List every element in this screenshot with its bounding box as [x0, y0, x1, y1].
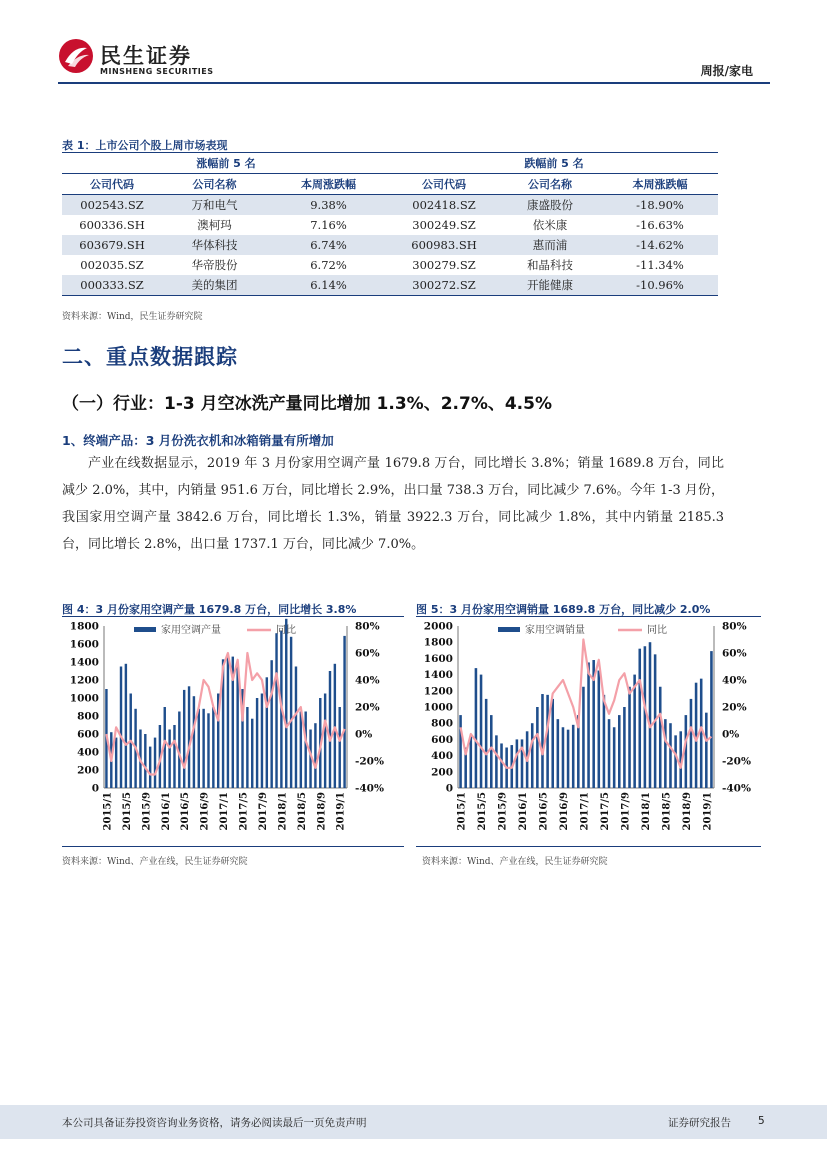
y-left-tick-label: 0 — [91, 782, 99, 795]
table-cell: -18.90% — [602, 195, 718, 216]
bar — [246, 707, 248, 788]
minsheng-logo-icon — [58, 38, 94, 74]
bar — [638, 649, 641, 788]
y-right-tick-label: -40% — [355, 782, 384, 795]
table-cell: 美的集团 — [162, 275, 267, 296]
group-top5-down: 跌幅前 5 名 — [524, 157, 584, 170]
y-left-tick-label: 1800 — [423, 636, 453, 649]
y-left-tick-label: 1600 — [69, 638, 99, 651]
bar — [275, 633, 277, 788]
table-cell: 华帝股份 — [191, 258, 238, 272]
table-cell: 002543.SZ — [62, 195, 162, 216]
table-cell: -10.96% — [602, 275, 718, 296]
bar — [285, 619, 287, 788]
x-tick-label: 2017/9 — [620, 792, 632, 831]
y-right-tick-label: 40% — [355, 674, 380, 687]
bar — [700, 679, 703, 788]
bar — [261, 694, 263, 789]
y-right-tick-label: 60% — [355, 647, 380, 660]
table-cell: -11.34% — [636, 258, 684, 272]
table-cell: 澳柯玛 — [197, 218, 232, 232]
table-cell: 惠而浦 — [498, 235, 602, 255]
table-cell: 002418.SZ — [390, 195, 498, 216]
bar — [470, 735, 473, 788]
bar — [598, 671, 601, 788]
legend-bar-label: 家用空调销量 — [525, 625, 585, 636]
bar — [266, 677, 268, 788]
y-left-tick-label: 1200 — [69, 674, 99, 687]
y-left-tick-label: 200 — [77, 764, 99, 777]
figure5-chart — [416, 618, 761, 846]
x-tick-label: 2016/1 — [518, 792, 529, 831]
bar — [623, 707, 626, 788]
section-title: 二、重点数据跟踪 — [62, 345, 238, 369]
page-number: 5 — [758, 1115, 765, 1127]
y-right-tick-label: -20% — [722, 755, 751, 768]
table-cell: -16.63% — [636, 218, 684, 232]
table-cell: 300249.SZ — [412, 218, 476, 232]
table-cell: 600983.SH — [390, 235, 498, 255]
x-tick-label: 2017/1 — [219, 792, 231, 831]
header-divider — [58, 82, 770, 84]
figure4-title: 图 4：3 月份家用空调产量 1679.8 万台，同比增长 3.8% — [62, 603, 357, 616]
bar — [582, 687, 585, 788]
bar — [551, 699, 554, 788]
y-right-tick-label: 20% — [355, 701, 380, 714]
table-header-row — [62, 174, 718, 195]
bar — [183, 690, 185, 788]
bar — [567, 730, 570, 788]
table-cell: 6.14% — [267, 275, 390, 296]
bar — [343, 636, 345, 788]
y-right-tick-label: 80% — [355, 620, 380, 633]
x-tick-label: 2015/9 — [141, 792, 153, 831]
x-tick-label: 2019/1 — [335, 792, 347, 831]
table-cell: 康盛股份 — [498, 195, 602, 216]
bar — [710, 651, 713, 788]
y-left-tick-label: 2000 — [423, 620, 453, 633]
bar — [480, 675, 483, 788]
sub-subsection-title: 1、终端产品：3 月份洗衣机和冰箱销量有所增加 — [62, 433, 334, 448]
bar — [628, 687, 631, 788]
bar — [212, 707, 214, 788]
bar — [304, 712, 306, 789]
x-tick-label: 2018/9 — [681, 792, 693, 831]
x-tick-label: 2018/5 — [296, 792, 308, 831]
bar — [295, 667, 297, 789]
bar — [557, 719, 560, 788]
bar — [633, 675, 636, 788]
bar — [572, 725, 575, 788]
y-right-tick-label: 0% — [722, 728, 740, 741]
table-cell: 6.74% — [267, 235, 390, 255]
bar — [541, 694, 544, 788]
table-cell: 300272.SZ — [390, 275, 498, 296]
figure5-bottom-rule — [416, 846, 761, 847]
x-tick-label: 2018/1 — [640, 792, 652, 831]
table-cell: -14.62% — [602, 235, 718, 255]
bar — [198, 709, 200, 788]
x-tick-label: 2018/1 — [277, 792, 289, 831]
bar — [690, 699, 693, 788]
bar — [202, 709, 204, 788]
table-title: 表 1：上市公司个股上周市场表现 — [62, 139, 228, 152]
x-tick-label: 2017/5 — [238, 792, 250, 831]
y-right-tick-label: -40% — [722, 782, 751, 795]
bar — [120, 667, 122, 789]
bar — [115, 738, 117, 788]
x-tick-label: 2015/5 — [121, 792, 133, 831]
bar — [669, 723, 672, 788]
bar — [562, 727, 565, 788]
bar — [649, 642, 652, 788]
y-right-tick-label: 20% — [722, 701, 747, 714]
x-tick-label: 2016/5 — [538, 792, 550, 831]
x-tick-label: 2018/9 — [316, 792, 328, 831]
yoy-line — [106, 653, 344, 775]
subsection-title: （一）行业：1-3 月空冰洗产量同比增加 1.3%、2.7%、4.5% — [62, 394, 552, 414]
legend-bar-label: 家用空调产量 — [161, 625, 221, 636]
y-left-tick-label: 600 — [431, 733, 453, 746]
bar — [705, 713, 708, 788]
bar — [603, 695, 606, 788]
bar — [270, 660, 272, 788]
x-tick-label: 2016/9 — [199, 792, 211, 831]
bar — [659, 687, 662, 788]
y-left-tick-label: 0 — [445, 782, 453, 795]
bar — [144, 734, 146, 788]
legend-bar-swatch — [134, 627, 156, 632]
y-left-tick-label: 600 — [77, 728, 99, 741]
x-tick-label: 2015/5 — [477, 792, 489, 831]
table-source-note: 资料来源：Wind，民生证券研究院 — [62, 312, 203, 322]
table-cell: 600336.SH — [79, 218, 145, 232]
bar — [459, 715, 462, 788]
legend-line-label: 同比 — [276, 625, 296, 636]
col-header: 本周涨跌幅 — [301, 178, 356, 191]
y-left-tick-label: 1000 — [423, 701, 453, 714]
y-left-tick-label: 1800 — [69, 620, 99, 633]
y-left-tick-label: 1400 — [423, 669, 453, 682]
report-category: 周报/家电 — [700, 64, 753, 78]
table-group-row — [62, 153, 718, 174]
bar — [173, 725, 175, 788]
figure5-title-rule — [416, 616, 761, 617]
table-cell: 开能健康 — [498, 275, 602, 296]
bar — [334, 664, 336, 788]
x-tick-label: 2016/1 — [160, 792, 172, 831]
table-row — [62, 255, 718, 275]
bar — [256, 698, 258, 788]
table-row — [62, 275, 718, 296]
body-paragraph: 产业在线数据显示，2019 年 3 月份家用空调产量 1679.8 万台，同比增长 3.8%；销量 1689.8 万台，同比减少 2.0%，其中，内销量 951.6 万台，同比增长 2.9%，出口量 738.3 万台，同比减少 7.6%。今年 1-3 月份，我国家用空调产量 3842.6 万台，同比增长 1.3%，销量 3922.3 万台，同比减少 1.8%，其中内销量 2185.3 台，同比增长 2.8%，出口量 1737.1 万台，同比减少 7.0%。 — [62, 456, 724, 552]
bar — [516, 739, 519, 788]
x-tick-label: 2019/1 — [702, 792, 714, 831]
group-top5-up: 涨幅前 5 名 — [196, 157, 256, 170]
legend-bar-swatch — [498, 627, 520, 632]
table-cell: 7.16% — [310, 218, 347, 232]
y-left-tick-label: 400 — [431, 750, 453, 763]
bar — [475, 668, 478, 788]
x-tick-label: 2015/1 — [456, 792, 468, 831]
bar — [674, 735, 677, 788]
table-cell: 9.38% — [267, 195, 390, 216]
y-left-tick-label: 800 — [77, 710, 99, 723]
col-header: 本周涨跌幅 — [632, 178, 688, 191]
figure4-source-note: 资料来源：Wind、产业在线，民生证券研究院 — [62, 857, 248, 867]
y-left-tick-label: 1600 — [423, 652, 453, 665]
y-left-tick-label: 800 — [431, 717, 453, 730]
x-tick-label: 2015/9 — [497, 792, 509, 831]
bar — [490, 715, 493, 788]
y-left-tick-label: 1400 — [69, 656, 99, 669]
bar — [495, 735, 498, 788]
x-tick-label: 2018/5 — [661, 792, 673, 831]
table-row — [62, 195, 718, 216]
y-left-tick-label: 400 — [77, 746, 99, 759]
bar — [168, 730, 170, 789]
bar — [290, 637, 292, 788]
x-tick-label: 2017/9 — [257, 792, 269, 831]
footer-disclaimer: 本公司具备证券投资咨询业务资格，请务必阅读最后一页免责声明 — [62, 1117, 367, 1129]
y-right-tick-label: 80% — [722, 620, 747, 633]
bar — [207, 713, 209, 788]
table-row — [62, 215, 718, 235]
bar — [485, 699, 488, 788]
x-tick-label: 2016/5 — [180, 792, 192, 831]
bar — [314, 723, 316, 788]
x-tick-label: 2016/9 — [558, 792, 570, 831]
table-cell: 万和电气 — [162, 195, 267, 216]
table-row — [62, 235, 718, 255]
bar — [338, 707, 340, 788]
table-cell: 002035.SZ — [80, 258, 144, 272]
col-header: 公司名称 — [528, 178, 572, 191]
bar — [227, 658, 229, 789]
bar — [644, 646, 647, 788]
col-header: 公司代码 — [90, 178, 134, 191]
table-cell: 300279.SZ — [412, 258, 476, 272]
y-right-tick-label: 60% — [722, 647, 747, 660]
bar — [664, 719, 667, 788]
bar — [685, 715, 688, 788]
bar — [188, 686, 190, 788]
figure5-source-note: 资料来源：Wind、产业在线，民生证券研究院 — [422, 857, 608, 867]
logo-chinese-name: 民生证券 — [100, 44, 192, 68]
col-header: 公司代码 — [422, 178, 466, 191]
bar — [329, 671, 331, 788]
bar — [324, 694, 326, 789]
y-left-tick-label: 200 — [431, 766, 453, 779]
table-cell: 000333.SZ — [62, 275, 162, 296]
bar — [536, 707, 539, 788]
figure4-chart — [62, 618, 404, 846]
bar — [154, 738, 156, 788]
y-right-tick-label: 0% — [355, 728, 373, 741]
x-tick-label: 2017/5 — [599, 792, 611, 831]
figure4-title-rule — [62, 616, 404, 617]
table-cell: 华体科技 — [162, 235, 267, 255]
table-cell: 6.72% — [310, 258, 347, 272]
col-header: 公司名称 — [192, 178, 237, 191]
figure5-title: 图 5：3 月份家用空调销量 1689.8 万台，同比减少 2.0% — [416, 603, 711, 616]
legend-line-label: 同比 — [647, 625, 667, 636]
bar — [500, 743, 503, 788]
bar — [608, 719, 611, 788]
bar — [300, 712, 302, 789]
y-right-tick-label: -20% — [355, 755, 384, 768]
y-right-tick-label: 40% — [722, 674, 747, 687]
bar — [193, 696, 195, 788]
bar — [251, 719, 253, 788]
logo-english-name: MINSHENG SECURITIES — [100, 67, 214, 76]
bar — [236, 666, 238, 788]
table-cell: 和晶科技 — [527, 258, 573, 272]
table-cell: 603679.SH — [62, 235, 162, 255]
y-left-tick-label: 1000 — [69, 692, 99, 705]
y-left-tick-label: 1200 — [423, 685, 453, 698]
x-tick-label: 2017/1 — [579, 792, 591, 831]
figure4-bottom-rule — [62, 846, 404, 847]
footer-report-type: 证券研究报告 — [668, 1117, 731, 1129]
stock-performance-table — [62, 152, 718, 296]
bar — [125, 664, 127, 788]
yoy-line — [461, 640, 712, 768]
bar — [531, 723, 534, 788]
bar — [149, 747, 151, 788]
bar — [613, 727, 616, 788]
bar — [587, 662, 590, 788]
table-cell: 依米康 — [532, 218, 568, 232]
bar — [618, 715, 621, 788]
x-tick-label: 2015/1 — [102, 792, 114, 831]
bar — [546, 695, 549, 788]
